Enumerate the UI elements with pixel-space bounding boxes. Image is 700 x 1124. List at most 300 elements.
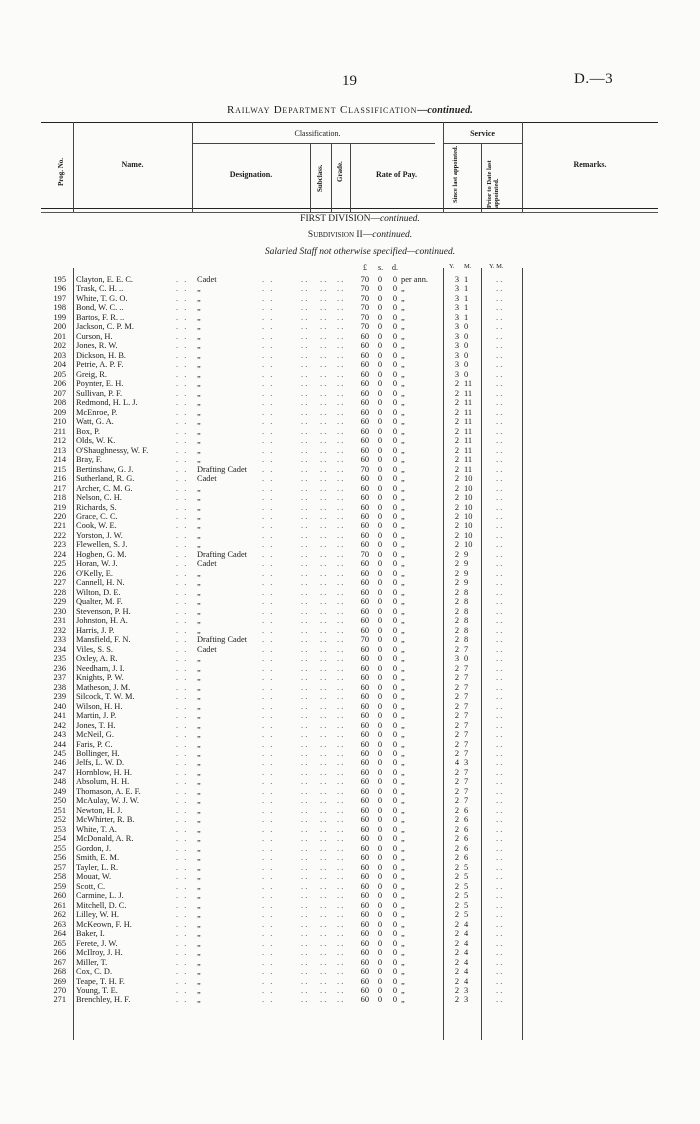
designation: Cadet	[197, 474, 217, 484]
staff-name: Newton, H. J.	[76, 805, 123, 815]
pay-pounds: 60	[360, 426, 369, 436]
leader-dots: . .	[176, 502, 189, 512]
since-months: 6	[464, 853, 469, 863]
leader-dots: . .	[496, 606, 503, 616]
staff-name: McWhirter, R. B.	[76, 815, 135, 825]
col-divider	[331, 143, 332, 212]
pay-shillings: 0	[377, 938, 382, 948]
pay-pounds: 70	[360, 635, 369, 645]
leader-dots: . .	[337, 493, 344, 503]
since-years: 2	[454, 568, 459, 578]
leader-dots: . .	[301, 483, 308, 493]
leader-dots: . .	[301, 663, 308, 673]
pay-shillings: 0	[377, 474, 382, 484]
staff-name: McEnroe, P.	[76, 407, 118, 417]
leader-dots: . .	[301, 493, 308, 503]
table-row	[0, 341, 700, 350]
leader-dots: . .	[320, 303, 327, 313]
prog-no: 236	[53, 663, 66, 673]
since-years: 2	[454, 843, 459, 853]
pay-shillings: 0	[377, 948, 382, 958]
pay-shillings: 0	[377, 967, 382, 977]
prog-no: 228	[53, 587, 66, 597]
pay-pounds: 60	[360, 872, 369, 882]
leader-dots: . .	[320, 312, 327, 322]
pay-unit: „	[401, 777, 405, 787]
leader-dots: . .	[262, 730, 275, 740]
division-heading	[10, 214, 700, 224]
leader-dots: . .	[176, 635, 189, 645]
staff-name: Curson, H.	[76, 331, 113, 341]
leader-dots: . .	[176, 464, 189, 474]
pay-unit: „	[401, 796, 405, 806]
pay-pence: 0	[392, 682, 397, 692]
pay-pounds: 60	[360, 730, 369, 740]
leader-dots: . .	[176, 701, 189, 711]
pay-shillings: 0	[377, 293, 382, 303]
designation: „	[197, 900, 201, 910]
leader-dots: . .	[337, 730, 344, 740]
header-remarks: Remarks.	[573, 160, 607, 169]
table-row	[0, 436, 700, 445]
leader-dots: . .	[496, 692, 503, 702]
since-months: 6	[464, 824, 469, 834]
pay-shillings: 0	[377, 767, 382, 777]
pay-unit: „	[401, 587, 405, 597]
prog-no: 200	[53, 322, 66, 332]
leader-dots: . .	[262, 398, 275, 408]
pay-shillings: 0	[377, 796, 382, 806]
since-years: 3	[454, 360, 459, 370]
leader-dots: . .	[176, 654, 189, 664]
designation: „	[197, 360, 201, 370]
leader-dots: . .	[176, 786, 189, 796]
prog-no: 231	[53, 616, 66, 626]
since-years: 2	[454, 578, 459, 588]
prog-no: 267	[53, 957, 66, 967]
leader-dots: . .	[176, 749, 189, 758]
since-years: 2	[454, 540, 459, 550]
leader-dots: . .	[337, 521, 344, 531]
pay-unit: „	[401, 853, 405, 863]
since-months: 10	[464, 474, 473, 484]
leader-dots: . .	[301, 995, 308, 1005]
pay-unit: „	[401, 701, 405, 711]
pay-unit: „	[401, 749, 405, 758]
leader-dots: . .	[320, 616, 327, 626]
leader-dots: . .	[337, 587, 344, 597]
prog-no: 205	[53, 369, 66, 379]
staff-label: Salaried Staff not otherwise specified—	[264, 247, 416, 257]
pay-pounds: 60	[360, 388, 369, 398]
since-years: 2	[454, 445, 459, 455]
pay-pounds: 60	[360, 976, 369, 986]
leader-dots: . .	[262, 445, 275, 455]
pay-pounds: 60	[360, 929, 369, 939]
since-years: 2	[454, 379, 459, 389]
leader-dots: . .	[496, 530, 503, 540]
prog-no: 260	[53, 891, 66, 901]
leader-dots: . .	[301, 521, 308, 531]
designation: Cadet	[197, 275, 217, 284]
header-grade: Grade.	[336, 161, 344, 182]
prog-no: 208	[53, 398, 66, 408]
leader-dots: . .	[496, 900, 503, 910]
pay-pence: 0	[392, 777, 397, 787]
leader-dots: . .	[496, 730, 503, 740]
table-row	[0, 275, 700, 284]
designation: „	[197, 521, 201, 531]
prog-no: 256	[53, 853, 66, 863]
since-years: 2	[454, 474, 459, 484]
pay-pence: 0	[392, 730, 397, 740]
pay-unit: „	[401, 711, 405, 721]
leader-dots: . .	[176, 796, 189, 806]
leader-dots: . .	[176, 426, 189, 436]
since-months: 1	[464, 275, 469, 284]
since-months: 9	[464, 559, 469, 569]
pay-shillings: 0	[377, 549, 382, 559]
prog-no: 255	[53, 843, 66, 853]
leader-dots: . .	[301, 919, 308, 929]
table-row	[0, 379, 700, 388]
col-divider	[481, 143, 482, 212]
pay-pounds: 60	[360, 673, 369, 683]
pay-unit: „	[401, 436, 405, 446]
leader-dots: . .	[301, 388, 308, 398]
designation: „	[197, 312, 201, 322]
since-years: 3	[454, 331, 459, 341]
designation: „	[197, 616, 201, 626]
leader-dots: . .	[496, 568, 503, 578]
leader-dots: . .	[320, 730, 327, 740]
leader-dots: . .	[262, 862, 275, 872]
since-years: 2	[454, 938, 459, 948]
staff-name: Petrie, A. P. F.	[76, 360, 124, 370]
designation: „	[197, 995, 201, 1005]
since-months: 1	[464, 284, 469, 294]
staff-name: Miller, T.	[76, 957, 108, 967]
leader-dots: . .	[301, 976, 308, 986]
leader-dots: . .	[337, 644, 344, 654]
designation: Cadet	[197, 559, 217, 569]
table-row	[0, 465, 700, 474]
pay-pence: 0	[392, 293, 397, 303]
since-months: 4	[464, 976, 469, 986]
pay-unit: „	[401, 417, 405, 427]
staff-name: Scott, C.	[76, 881, 106, 891]
pay-shillings: 0	[377, 644, 382, 654]
leader-dots: . .	[262, 512, 275, 521]
pay-pounds: 60	[360, 796, 369, 806]
leader-dots: . .	[320, 606, 327, 616]
leader-dots: . .	[337, 843, 344, 853]
since-months: 11	[464, 379, 473, 389]
leader-dots: . .	[301, 559, 308, 569]
header-since-last: Since last appointed.	[452, 145, 459, 203]
designation: „	[197, 682, 201, 692]
leader-dots: . .	[301, 312, 308, 322]
since-months: 11	[464, 398, 473, 408]
division-label: FIRST DIVISION—	[300, 214, 380, 224]
designation: „	[197, 758, 201, 768]
pay-unit: „	[401, 891, 405, 901]
leader-dots: . .	[301, 322, 308, 332]
leader-dots: . .	[337, 815, 344, 825]
prog-no: 211	[53, 426, 66, 436]
col-divider	[310, 143, 311, 212]
leader-dots: . .	[301, 673, 308, 683]
pay-shillings: 0	[377, 436, 382, 446]
leader-dots: . .	[337, 483, 344, 493]
since-years: 3	[454, 312, 459, 322]
pay-unit: „	[401, 360, 405, 370]
leader-dots: . .	[320, 824, 327, 834]
leader-dots: . .	[320, 862, 327, 872]
leader-dots: . .	[320, 881, 327, 891]
pay-shillings: 0	[377, 862, 382, 872]
leader-dots: . .	[301, 786, 308, 796]
leader-dots: . .	[262, 786, 275, 796]
leader-dots: . .	[262, 891, 275, 901]
pay-pence: 0	[392, 967, 397, 977]
prog-no: 215	[53, 464, 66, 474]
table-row	[0, 408, 700, 417]
designation: „	[197, 455, 201, 465]
leader-dots: . .	[496, 891, 503, 901]
pay-shillings: 0	[377, 834, 382, 844]
staff-name: Grace, C. C.	[76, 512, 118, 521]
pay-pence: 0	[392, 512, 397, 521]
since-years: 2	[454, 786, 459, 796]
leader-dots: . .	[496, 767, 503, 777]
pay-pence: 0	[392, 502, 397, 512]
table-row	[0, 474, 700, 483]
leader-dots: . .	[262, 483, 275, 493]
pay-pence: 0	[392, 331, 397, 341]
leader-dots: . .	[337, 426, 344, 436]
leader-dots: . .	[320, 502, 327, 512]
pay-unit: „	[401, 530, 405, 540]
leader-dots: . .	[496, 398, 503, 408]
leader-dots: . .	[176, 862, 189, 872]
table-row	[0, 995, 700, 1004]
leader-dots: . .	[301, 360, 308, 370]
pay-pounds: 70	[360, 275, 369, 284]
pay-pence: 0	[392, 910, 397, 920]
since-months: 8	[464, 616, 469, 626]
leader-dots: . .	[262, 493, 275, 503]
leader-dots: . .	[337, 948, 344, 958]
prog-no: 249	[53, 786, 66, 796]
prog-no: 248	[53, 777, 66, 787]
pay-pence: 0	[392, 644, 397, 654]
leader-dots: . .	[337, 919, 344, 929]
pay-pounds: 60	[360, 436, 369, 446]
leader-dots: . .	[320, 891, 327, 901]
staff-name: Jones, T. H.	[76, 720, 116, 730]
since-months: 7	[464, 786, 469, 796]
since-months: 11	[464, 455, 473, 465]
staff-name: Stevenson, P. H.	[76, 606, 131, 616]
leader-dots: . .	[496, 872, 503, 882]
pay-unit: „	[401, 824, 405, 834]
table-row	[0, 493, 700, 502]
designation: „	[197, 578, 201, 588]
pay-pence: 0	[392, 360, 397, 370]
pay-pence: 0	[392, 824, 397, 834]
leader-dots: . .	[337, 767, 344, 777]
since-years: 2	[454, 986, 459, 995]
pay-shillings: 0	[377, 502, 382, 512]
leader-dots: . .	[176, 976, 189, 986]
prog-no: 251	[53, 805, 66, 815]
leader-dots: . .	[301, 805, 308, 815]
since-years: 4	[454, 758, 459, 768]
leader-dots: . .	[301, 730, 308, 740]
leader-dots: . .	[262, 578, 275, 588]
pay-pounds: 60	[360, 369, 369, 379]
pay-shillings: 0	[377, 597, 382, 607]
designation: „	[197, 957, 201, 967]
leader-dots: . .	[337, 502, 344, 512]
since-months: 6	[464, 805, 469, 815]
leader-dots: . .	[337, 720, 344, 730]
pay-pence: 0	[392, 606, 397, 616]
since-years: 2	[454, 597, 459, 607]
pay-unit: „	[401, 578, 405, 588]
staff-name: Knights, P. W.	[76, 673, 124, 683]
leader-dots: . .	[176, 578, 189, 588]
pay-unit: „	[401, 293, 405, 303]
leader-dots: . .	[301, 986, 308, 995]
pay-pence: 0	[392, 493, 397, 503]
since-months: 10	[464, 483, 473, 493]
table-row	[0, 455, 700, 464]
pay-shillings: 0	[377, 530, 382, 540]
table-row	[0, 730, 700, 739]
leader-dots: . .	[337, 445, 344, 455]
prog-no: 196	[53, 284, 66, 294]
leader-dots: . .	[262, 796, 275, 806]
leader-dots: . .	[496, 805, 503, 815]
pay-unit: „	[401, 862, 405, 872]
pay-pence: 0	[392, 701, 397, 711]
pay-shillings: 0	[377, 616, 382, 626]
table-row	[0, 521, 700, 530]
leader-dots: . .	[337, 938, 344, 948]
designation: „	[197, 796, 201, 806]
leader-dots: . .	[301, 455, 308, 465]
since-years: 2	[454, 739, 459, 749]
leader-dots: . .	[176, 843, 189, 853]
since-months: 0	[464, 350, 469, 360]
pay-unit: „	[401, 284, 405, 294]
leader-dots: . .	[262, 464, 275, 474]
pay-unit: „	[401, 767, 405, 777]
since-years: 2	[454, 995, 459, 1005]
pay-pounds: 60	[360, 720, 369, 730]
prog-no: 227	[53, 578, 66, 588]
pay-unit: „	[401, 929, 405, 939]
leader-dots: . .	[337, 417, 344, 427]
pay-pence: 0	[392, 767, 397, 777]
leader-dots: . .	[301, 720, 308, 730]
leader-dots: . .	[320, 322, 327, 332]
table-row	[0, 692, 700, 701]
prog-no: 195	[53, 275, 66, 284]
leader-dots: . .	[320, 758, 327, 768]
leader-dots: . .	[262, 938, 275, 948]
pay-unit: „	[401, 502, 405, 512]
leader-dots: . .	[320, 986, 327, 995]
since-months: 7	[464, 682, 469, 692]
table-row	[0, 901, 700, 910]
pay-pounds: 60	[360, 834, 369, 844]
pay-unit: „	[401, 673, 405, 683]
leader-dots: . .	[337, 625, 344, 635]
leader-dots: . .	[337, 549, 344, 559]
pay-pence: 0	[392, 436, 397, 446]
pay-unit: „	[401, 663, 405, 673]
header-prior-to-date: Prior to Date last appointed.	[486, 160, 500, 208]
leader-dots: . .	[337, 606, 344, 616]
leader-dots: . .	[337, 293, 344, 303]
pay-pence: 0	[392, 407, 397, 417]
since-months: 4	[464, 948, 469, 958]
staff-name: Trask, C. H. ..	[76, 284, 124, 294]
leader-dots: . .	[301, 701, 308, 711]
since-years: 3	[454, 293, 459, 303]
table-row	[0, 446, 700, 455]
pay-pounds: 60	[360, 957, 369, 967]
pay-shillings: 0	[377, 900, 382, 910]
designation: „	[197, 303, 201, 313]
since-years: 2	[454, 834, 459, 844]
leader-dots: . .	[320, 796, 327, 806]
prog-no: 246	[53, 758, 66, 768]
pay-shillings: 0	[377, 872, 382, 882]
designation: „	[197, 777, 201, 787]
leader-dots: . .	[176, 303, 189, 313]
since-years: 2	[454, 872, 459, 882]
pay-shillings: 0	[377, 379, 382, 389]
designation: „	[197, 701, 201, 711]
pay-pounds: 60	[360, 493, 369, 503]
staff-name: Bray, F.	[76, 455, 103, 465]
leader-dots: . .	[176, 350, 189, 360]
pay-pence: 0	[392, 843, 397, 853]
since-months: 7	[464, 711, 469, 721]
leader-dots: . .	[262, 625, 275, 635]
table-row	[0, 626, 700, 635]
prog-no: 209	[53, 407, 66, 417]
leader-dots: . .	[320, 540, 327, 550]
since-years: 2	[454, 455, 459, 465]
leader-dots: . .	[262, 360, 275, 370]
table-row	[0, 796, 700, 805]
since-months: 11	[464, 417, 473, 427]
table-row	[0, 787, 700, 796]
staff-name: Gordon, J.	[76, 843, 112, 853]
leader-dots: . .	[337, 379, 344, 389]
pay-pounds: 60	[360, 938, 369, 948]
leader-dots: . .	[337, 540, 344, 550]
pay-pence: 0	[392, 929, 397, 939]
designation: Drafting Cadet	[197, 464, 248, 474]
leader-dots: . .	[320, 530, 327, 540]
leader-dots: . .	[320, 493, 327, 503]
